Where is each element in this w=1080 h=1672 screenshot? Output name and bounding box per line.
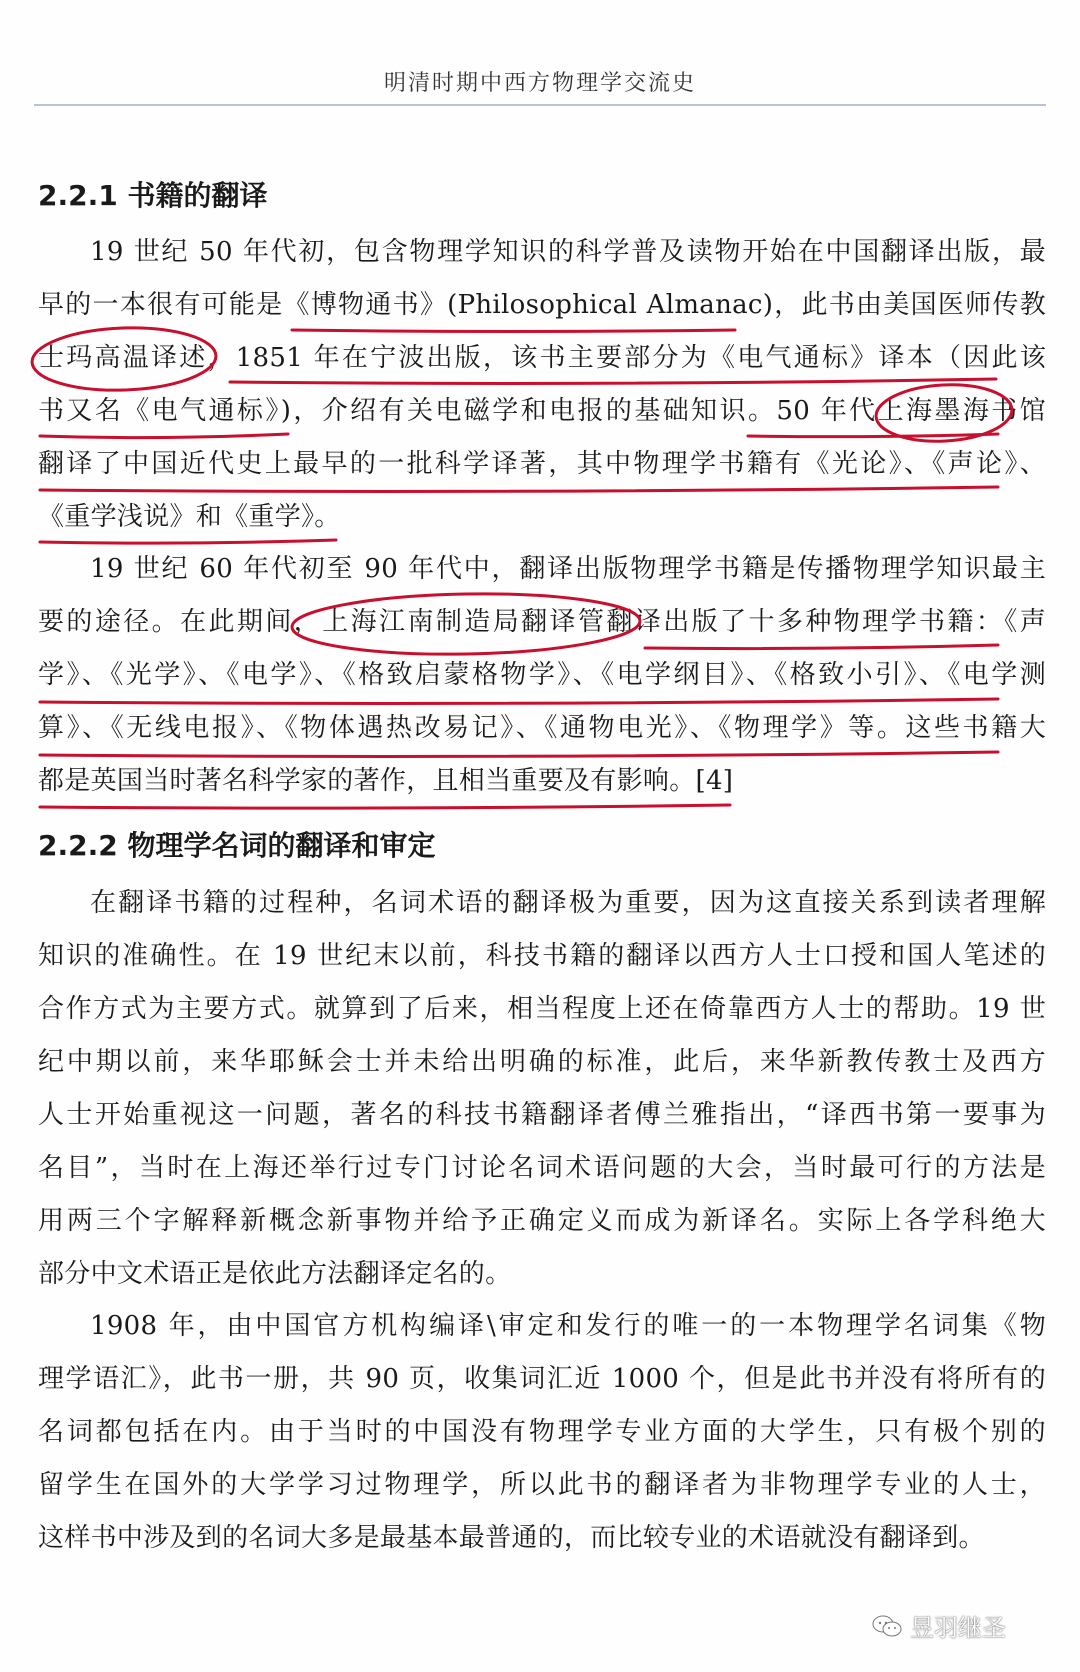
text-line: 翻译了中国近代史上最早的一批科学译著，其中物理学书籍有《光论》、《声论》、 <box>38 449 1046 479</box>
text-line: 在翻译书籍的过程种，名词术语的翻译极为重要，因为这直接关系到读者理解 <box>90 888 1046 918</box>
text-line: 合作方式为主要方式。就算到了后来，相当程度上还在倚靠西方人士的帮助。19 世 <box>38 994 1046 1024</box>
paragraph-book-translation-2 <box>38 543 1046 808</box>
text-line: 名词都包括在内。由于当时的中国没有物理学专业方面的大学生，只有极个别的 <box>38 1417 1046 1447</box>
text-line: 早的一本很有可能是《博物通书》(Philosophical Almanac)，此书由美国医师传教 <box>38 290 1046 320</box>
text-line: 留学生在国外的大学学习过物理学，所以此书的翻译者为非物理学专业的人士， <box>38 1470 1046 1500</box>
paragraph-book-translation-1 <box>38 226 1046 544</box>
watermark-text: 昱羽继圣 <box>910 1614 1006 1642</box>
text-line: 都是英国当时著名科学家的著作，且相当重要及有影响。[4] <box>38 766 734 796</box>
text-line: 要的途径。在此期间，上海江南制造局翻译管翻译出版了十多种物理学书籍：《声 <box>38 607 1046 637</box>
text-line: 纪中期以前，来华耶稣会士并未给出明确的标准，此后，来华新教传教士及西方 <box>38 1047 1046 1077</box>
text-line: 部分中文术语正是依此方法翻译定名的。 <box>38 1259 512 1289</box>
text-line: 《重学浅说》和《重学》。 <box>38 502 341 532</box>
header-rule <box>34 104 1046 106</box>
section-heading-2-2-1: 2.2.1 书籍的翻译 <box>38 179 268 212</box>
running-header: 明清时期中西方物理学交流史 <box>383 71 696 96</box>
paragraph-terminology-2 <box>38 1300 1046 1565</box>
text-line: 知识的准确性。在 19 世纪末以前，科技书籍的翻译以西方人士口授和国人笔述的 <box>38 941 1046 971</box>
wechat-icon <box>872 1614 902 1638</box>
text-line: 算》、《无线电报》、《物体遇热改易记》、《通物电光》、《物理学》等。这些书籍大 <box>38 713 1046 743</box>
text-line: 1908 年，由中国官方机构编译\审定和发行的唯一的一本物理学名词集《物 <box>90 1311 1046 1341</box>
text-line: 名目”，当时在上海还举行过专门讨论名词术语问题的大会，当时最可行的方法是 <box>38 1153 1046 1183</box>
text-line: 19 世纪 60 年代初至 90 年代中，翻译出版物理学书籍是传播物理学知识最主 <box>90 554 1046 584</box>
section-heading-2-2-2: 2.2.2 物理学名词的翻译和审定 <box>38 829 436 862</box>
text-line: 学》、《光学》、《电学》、《格致启蒙格物学》、《电学纲目》、《格致小引》、《电学测 <box>38 660 1046 690</box>
paragraph-terminology-1 <box>38 877 1046 1301</box>
watermark <box>872 1608 1006 1643</box>
text-line: 士玛高温译述，1851 年在宁波出版，该书主要部分为《电气通标》译本（因此该 <box>38 343 1046 373</box>
text-line: 这样书中涉及到的名词大多是最基本最普通的，而比较专业的术语就没有翻译到。 <box>38 1523 985 1553</box>
text-line: 书又名《电气通标》)，介绍有关电磁学和电报的基础知识。50 年代上海墨海书馆 <box>38 396 1046 426</box>
text-line: 理学语汇》，此书一册，共 90 页，收集词汇近 1000 个，但是此书并没有将所有的 <box>38 1364 1046 1394</box>
text-line: 人士开始重视这一问题，著名的科技书籍翻译者傅兰雅指出，“译西书第一要事为 <box>38 1100 1046 1130</box>
text-line: 19 世纪 50 年代初，包含物理学知识的科学普及读物开始在中国翻译出版，最 <box>90 237 1046 267</box>
text-line: 用两三个字解释新概念新事物并给予正确定义而成为新译名。实际上各学科绝大 <box>38 1206 1046 1236</box>
